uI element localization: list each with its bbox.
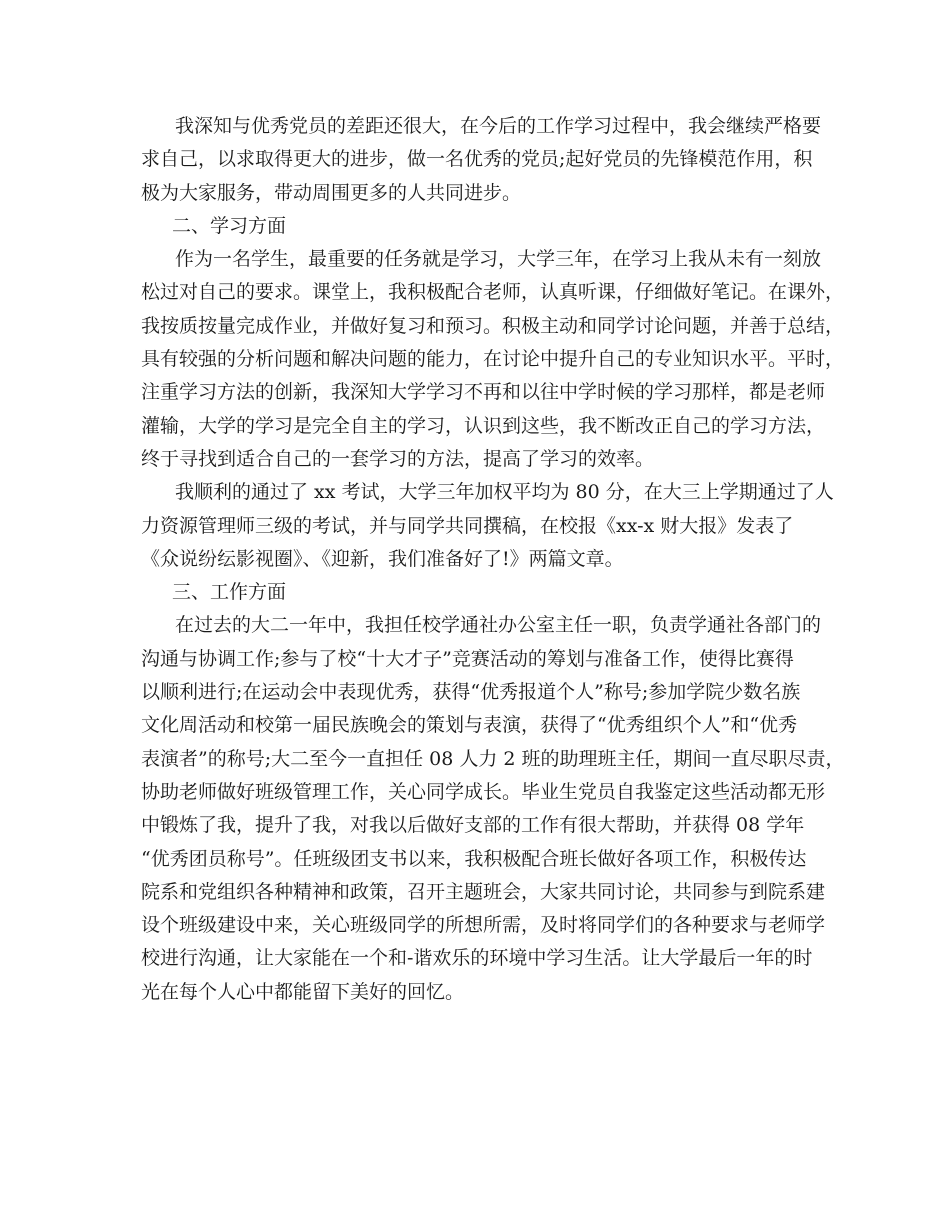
text-line: 灌输，大学的学习是完全自主的学习，认识到这些，我不断改正自己的学习方法， bbox=[141, 414, 826, 437]
text-line: 力资源管理师三级的考试，并与同学共同撰稿，在校报《xx-x 财大报》发表了 bbox=[141, 514, 794, 537]
text-line: 极为大家服务，带动周围更多的人共同进步。 bbox=[141, 181, 522, 204]
document-body bbox=[141, 110, 845, 1009]
text-line: 在过去的大二一年中，我担任校学通社办公室主任一职，负责学通社各部门的 bbox=[175, 614, 822, 637]
paragraph-party-member bbox=[141, 110, 822, 210]
text-line: 表演者”的称号;大二至今一直担任 08 人力 2 班的助理班主任，期间一直尽职尽责， bbox=[141, 747, 845, 770]
text-line: 我按质按量完成作业，并做好复习和预习。积极主动和同学讨论问题，并善于总结， bbox=[141, 314, 845, 337]
text-line: “优秀团员称号”。任班级团支书以来，我积极配合班长做好各项工作，积极传达 bbox=[141, 847, 807, 870]
paragraph-work bbox=[141, 609, 845, 1009]
text-line: 求自己，以求取得更大的进步，做一名优秀的党员;起好党员的先锋模范作用，积 bbox=[141, 148, 813, 171]
text-line: 作为一名学生，最重要的任务就是学习，大学三年，在学习上我从未有一刻放 bbox=[175, 248, 822, 271]
text-line: 设个班级建设中来，关心班级同学的所想所需，及时将同学们的各种要求与老师学 bbox=[141, 914, 826, 937]
text-line: 校进行沟通，让大家能在一个和-谐欢乐的环境中学习生活。让大学最后一年的时 bbox=[141, 947, 813, 970]
text-line: 《众说纷纭影视圈》、《迎新，我们准备好了!》两篇文章。 bbox=[141, 547, 624, 570]
text-line: 具有较强的分析问题和解决问题的能力，在讨论中提升自己的专业知识水平。平时， bbox=[141, 348, 845, 371]
text-line: 协助老师做好班级管理工作，关心同学成长。毕业生党员自我鉴定这些活动都无形 bbox=[141, 780, 826, 803]
text-line: 院系和党组织各种精神和政策，召开主题班会，大家共同讨论，共同参与到院系建 bbox=[141, 880, 826, 903]
text-line: 以顺利进行;在运动会中表现优秀，获得“优秀报道个人”称号;参加学院少数名族 bbox=[141, 681, 801, 704]
text-line: 我深知与优秀党员的差距还很大，在今后的工作学习过程中，我会继续严格要 bbox=[175, 115, 822, 137]
paragraph-exam bbox=[141, 476, 834, 576]
text-line: 文化周活动和校第一届民族晚会的策划与表演，获得了“优秀组织个人”和“优秀 bbox=[141, 714, 798, 737]
section-heading-work: 三、工作方面 bbox=[172, 581, 287, 604]
text-line: 光在每个人心中都能留下美好的回忆。 bbox=[141, 980, 465, 1003]
text-line: 沟通与协调工作;参与了校“十大才子”竞赛活动的筹划与准备工作，使得比赛得 bbox=[141, 647, 794, 670]
text-line: 我顺利的通过了 xx 考试，大学三年加权平均为 80 分，在大三上学期通过了人 bbox=[175, 481, 834, 504]
section-heading-study: 二、学习方面 bbox=[172, 214, 287, 237]
text-line: 中锻炼了我，提升了我，对我以后做好支部的工作有很大帮助，并获得 08 学年 bbox=[141, 814, 805, 837]
paragraph-study bbox=[141, 243, 845, 476]
text-line: 终于寻找到适合自己的一套学习的方法，提高了学习的效率。 bbox=[141, 447, 655, 470]
text-line: 注重学习方法的创新，我深知大学学习不再和以往中学时候的学习那样，都是老师 bbox=[141, 381, 826, 404]
text-line: 松过对自己的要求。课堂上，我积极配合老师，认真听课，仔细做好笔记。在课外， bbox=[141, 281, 845, 304]
